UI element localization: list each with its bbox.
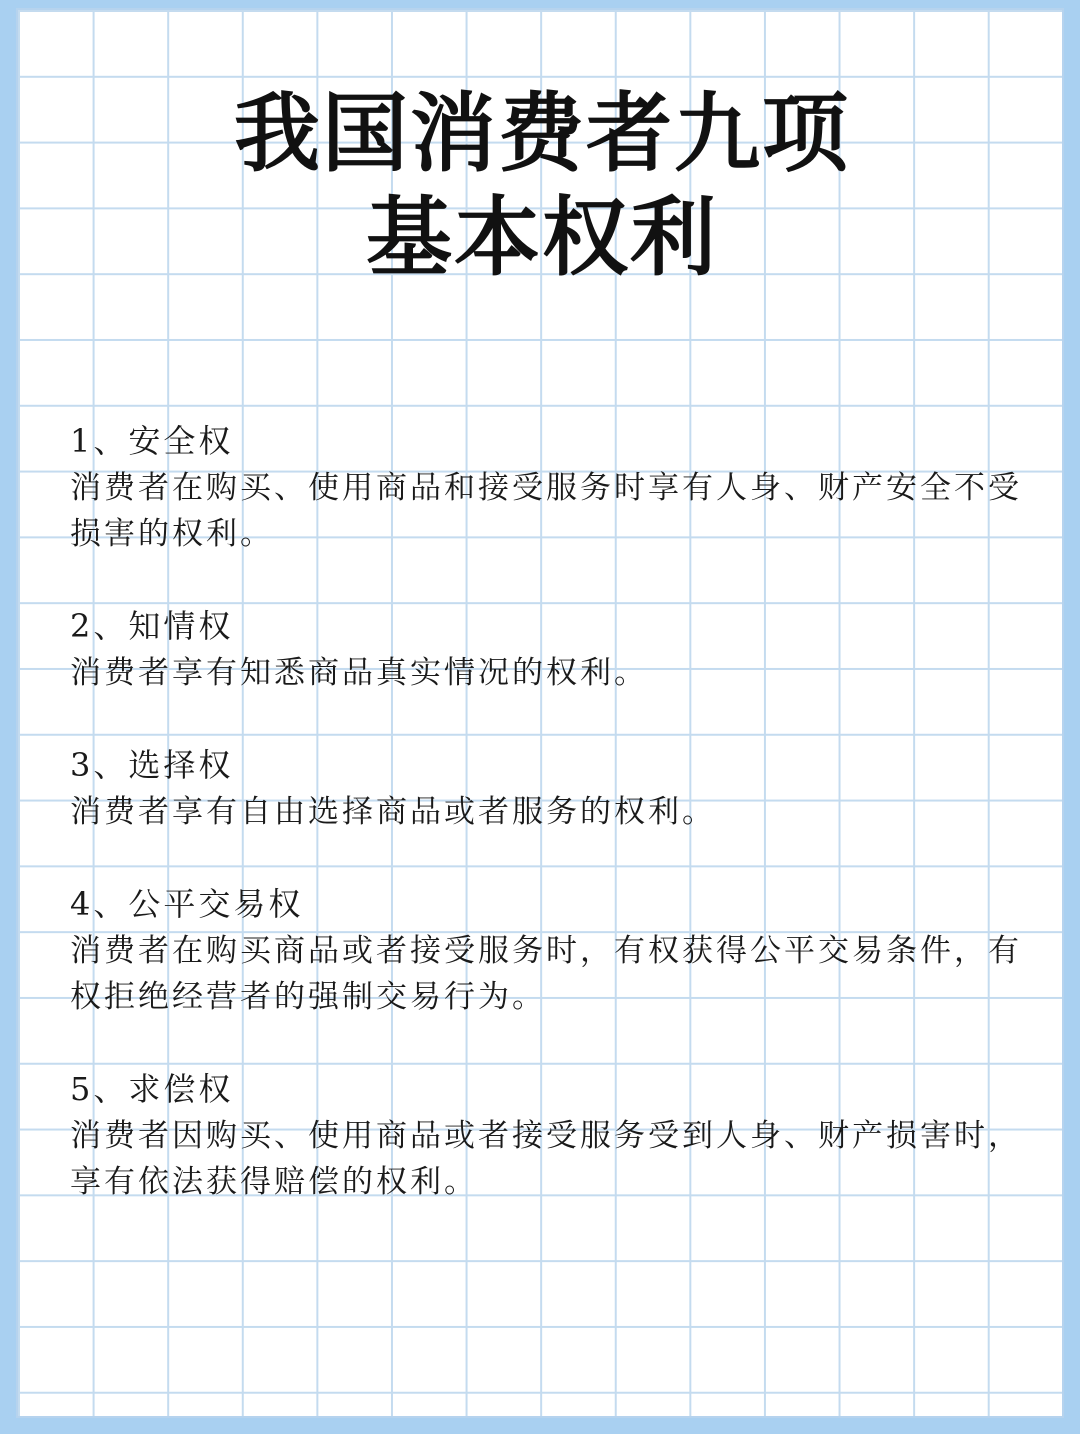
grid-paper-card bbox=[16, 8, 1064, 1418]
right-heading: 4、公平交易权 bbox=[70, 885, 304, 923]
right-heading: 2、知情权 bbox=[70, 607, 234, 645]
right-item-choice bbox=[70, 742, 1030, 835]
title-line-2: 基本权利 bbox=[366, 187, 718, 288]
title-line-1: 我国消费者九项 bbox=[234, 83, 850, 184]
page-title bbox=[18, 82, 1066, 290]
right-description-line: 权拒绝经营者的强制交易行为。 bbox=[70, 979, 546, 1015]
right-description-line: 消费者享有自由选择商品或者服务的权利。 bbox=[70, 794, 716, 830]
right-heading: 1、安全权 bbox=[70, 422, 234, 460]
right-item-information bbox=[70, 603, 1030, 696]
right-item-safety bbox=[70, 418, 1030, 557]
right-heading: 5、求偿权 bbox=[70, 1070, 234, 1108]
rights-list bbox=[70, 418, 1030, 1251]
right-description-line: 消费者因购买、使用商品或者接受服务受到人身、财产损害时， bbox=[70, 1118, 1022, 1154]
right-description-line: 消费者在购买商品或者接受服务时，有权获得公平交易条件，有 bbox=[70, 933, 1022, 969]
right-item-fair-trade bbox=[70, 881, 1030, 1020]
right-description-line: 消费者在购买、使用商品和接受服务时享有人身、财产安全不受 bbox=[70, 470, 1022, 506]
right-description-line: 消费者享有知悉商品真实情况的权利。 bbox=[70, 655, 648, 691]
right-description-line: 享有依法获得赔偿的权利。 bbox=[70, 1164, 478, 1200]
right-item-compensation bbox=[70, 1066, 1030, 1205]
right-heading: 3、选择权 bbox=[70, 746, 234, 784]
right-description-line: 损害的权利。 bbox=[70, 516, 274, 552]
